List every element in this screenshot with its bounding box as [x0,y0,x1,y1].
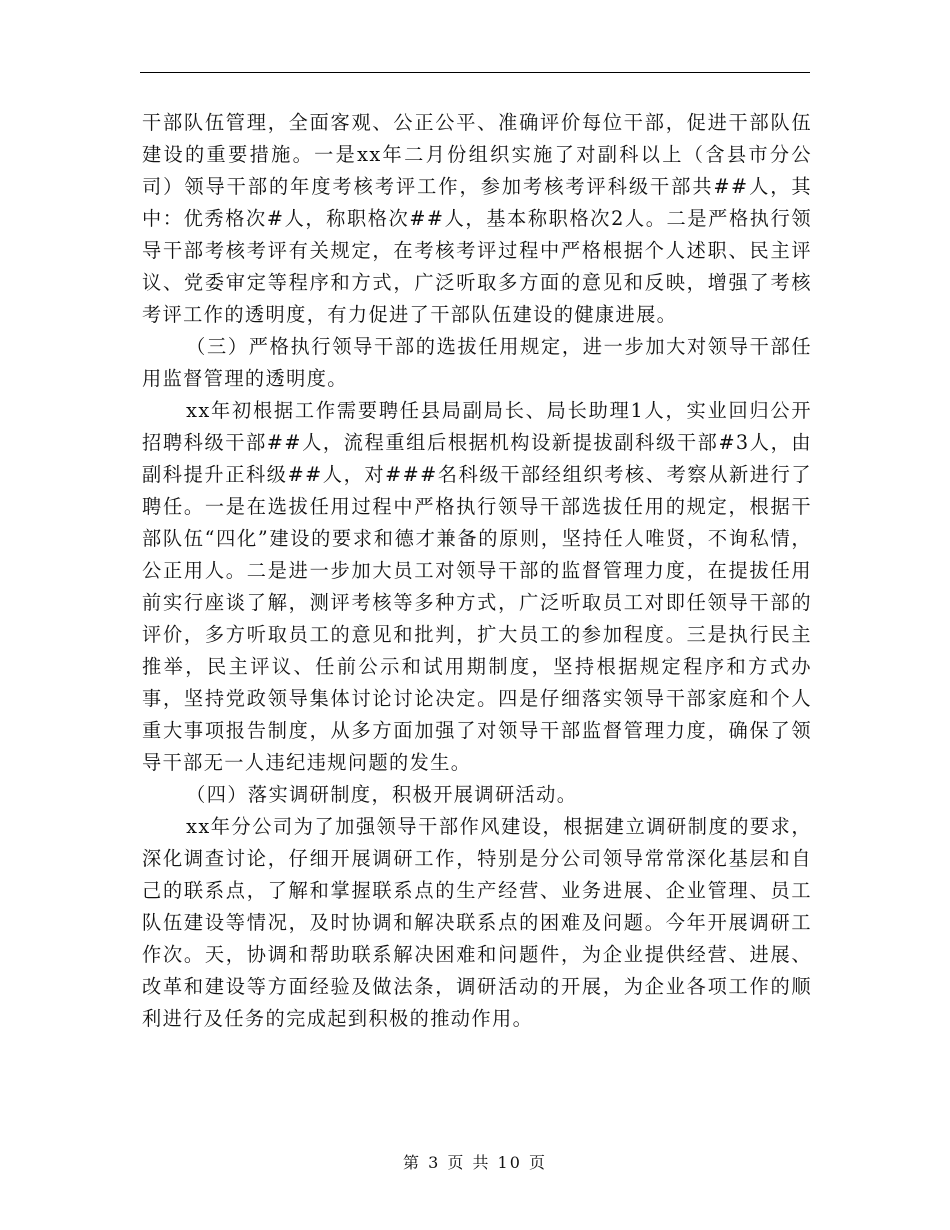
paragraph-heading-4: （四）落实调研制度，积极开展调研活动。 [186,783,578,806]
paragraph-2: xx年初根据工作需要聘任县局副局长、局长助理1人，实业回归公开招聘科级干部##人，流程重组后根据机构设新提拔副科级干部#3人，由副科提升正科级##人，对###名科级干部经组织考核、考察从新进行了聘任。一是在选拔任用过程中严格执行领导干部选拔任用的规定，根据干部队伍“四化”建设的要求和德才兼备的原则，坚持任人唯贤，不询私情，公正用人。二是进一步加大员工对领导干部的监督管理力度，在提拔任用前实行座谈了解，测评考核等多种方式，广泛听取员工对即任领导干部的评价，多方听取员工的意见和批判，扩大员工的参加程度。三是执行民主推举，民主评议、任前公示和试用期制度，坚持根据规定程序和方式办事，坚持党政领导集体讨论讨论决定。四是仔细落实领导干部家庭和个人重大事项报告制度，从多方面加强了对领导干部监督管理力度，确保了领导干部无一人违纪违规问题的发生。 [142,399,812,774]
paragraph-1: 干部队伍管理，全面客观、公正公平、准确评价每位干部，促进干部队伍建设的重要措施。一是xx年二月份组织实施了对副科以上（含县市分公司）领导干部的年度考核考评工作，参加考核考评科级干部共##人，其中：优秀格次#人，称职格次##人，基本称职格次2人。二是严格执行领导干部考核考评有关规定，在考核考评过程中严格根据个人述职、民主评议、党委审定等程序和方式，广泛听取多方面的意见和反映，增强了考核考评工作的透明度，有力促进了干部队伍建设的健康进展。 [142,111,812,326]
header-rule [140,72,810,73]
paragraph-heading-3: （三）严格执行领导干部的选拔任用规定，进一步加大对领导干部任用监督管理的透明度。 [142,335,812,390]
body-text [142,107,812,1035]
page-number: 第 3 页 共 10 页 [403,1153,547,1172]
paragraph-3: xx年分公司为了加强领导干部作风建设，根据建立调研制度的要求，深化调查讨论，仔细开展调研工作，特别是分公司领导常常深化基层和自己的联系点，了解和掌握联系点的生产经营、业务进展、企业管理、员工队伍建设等情况，及时协调和解决联系点的困难及问题。今年开展调研工作次。天，协调和帮助联系解决困难和问题件，为企业提供经营、进展、改革和建设等方面经验及做法条，调研活动的开展，为企业各项工作的顺利进行及任务的完成起到积极的推动作用。 [142,815,812,1030]
